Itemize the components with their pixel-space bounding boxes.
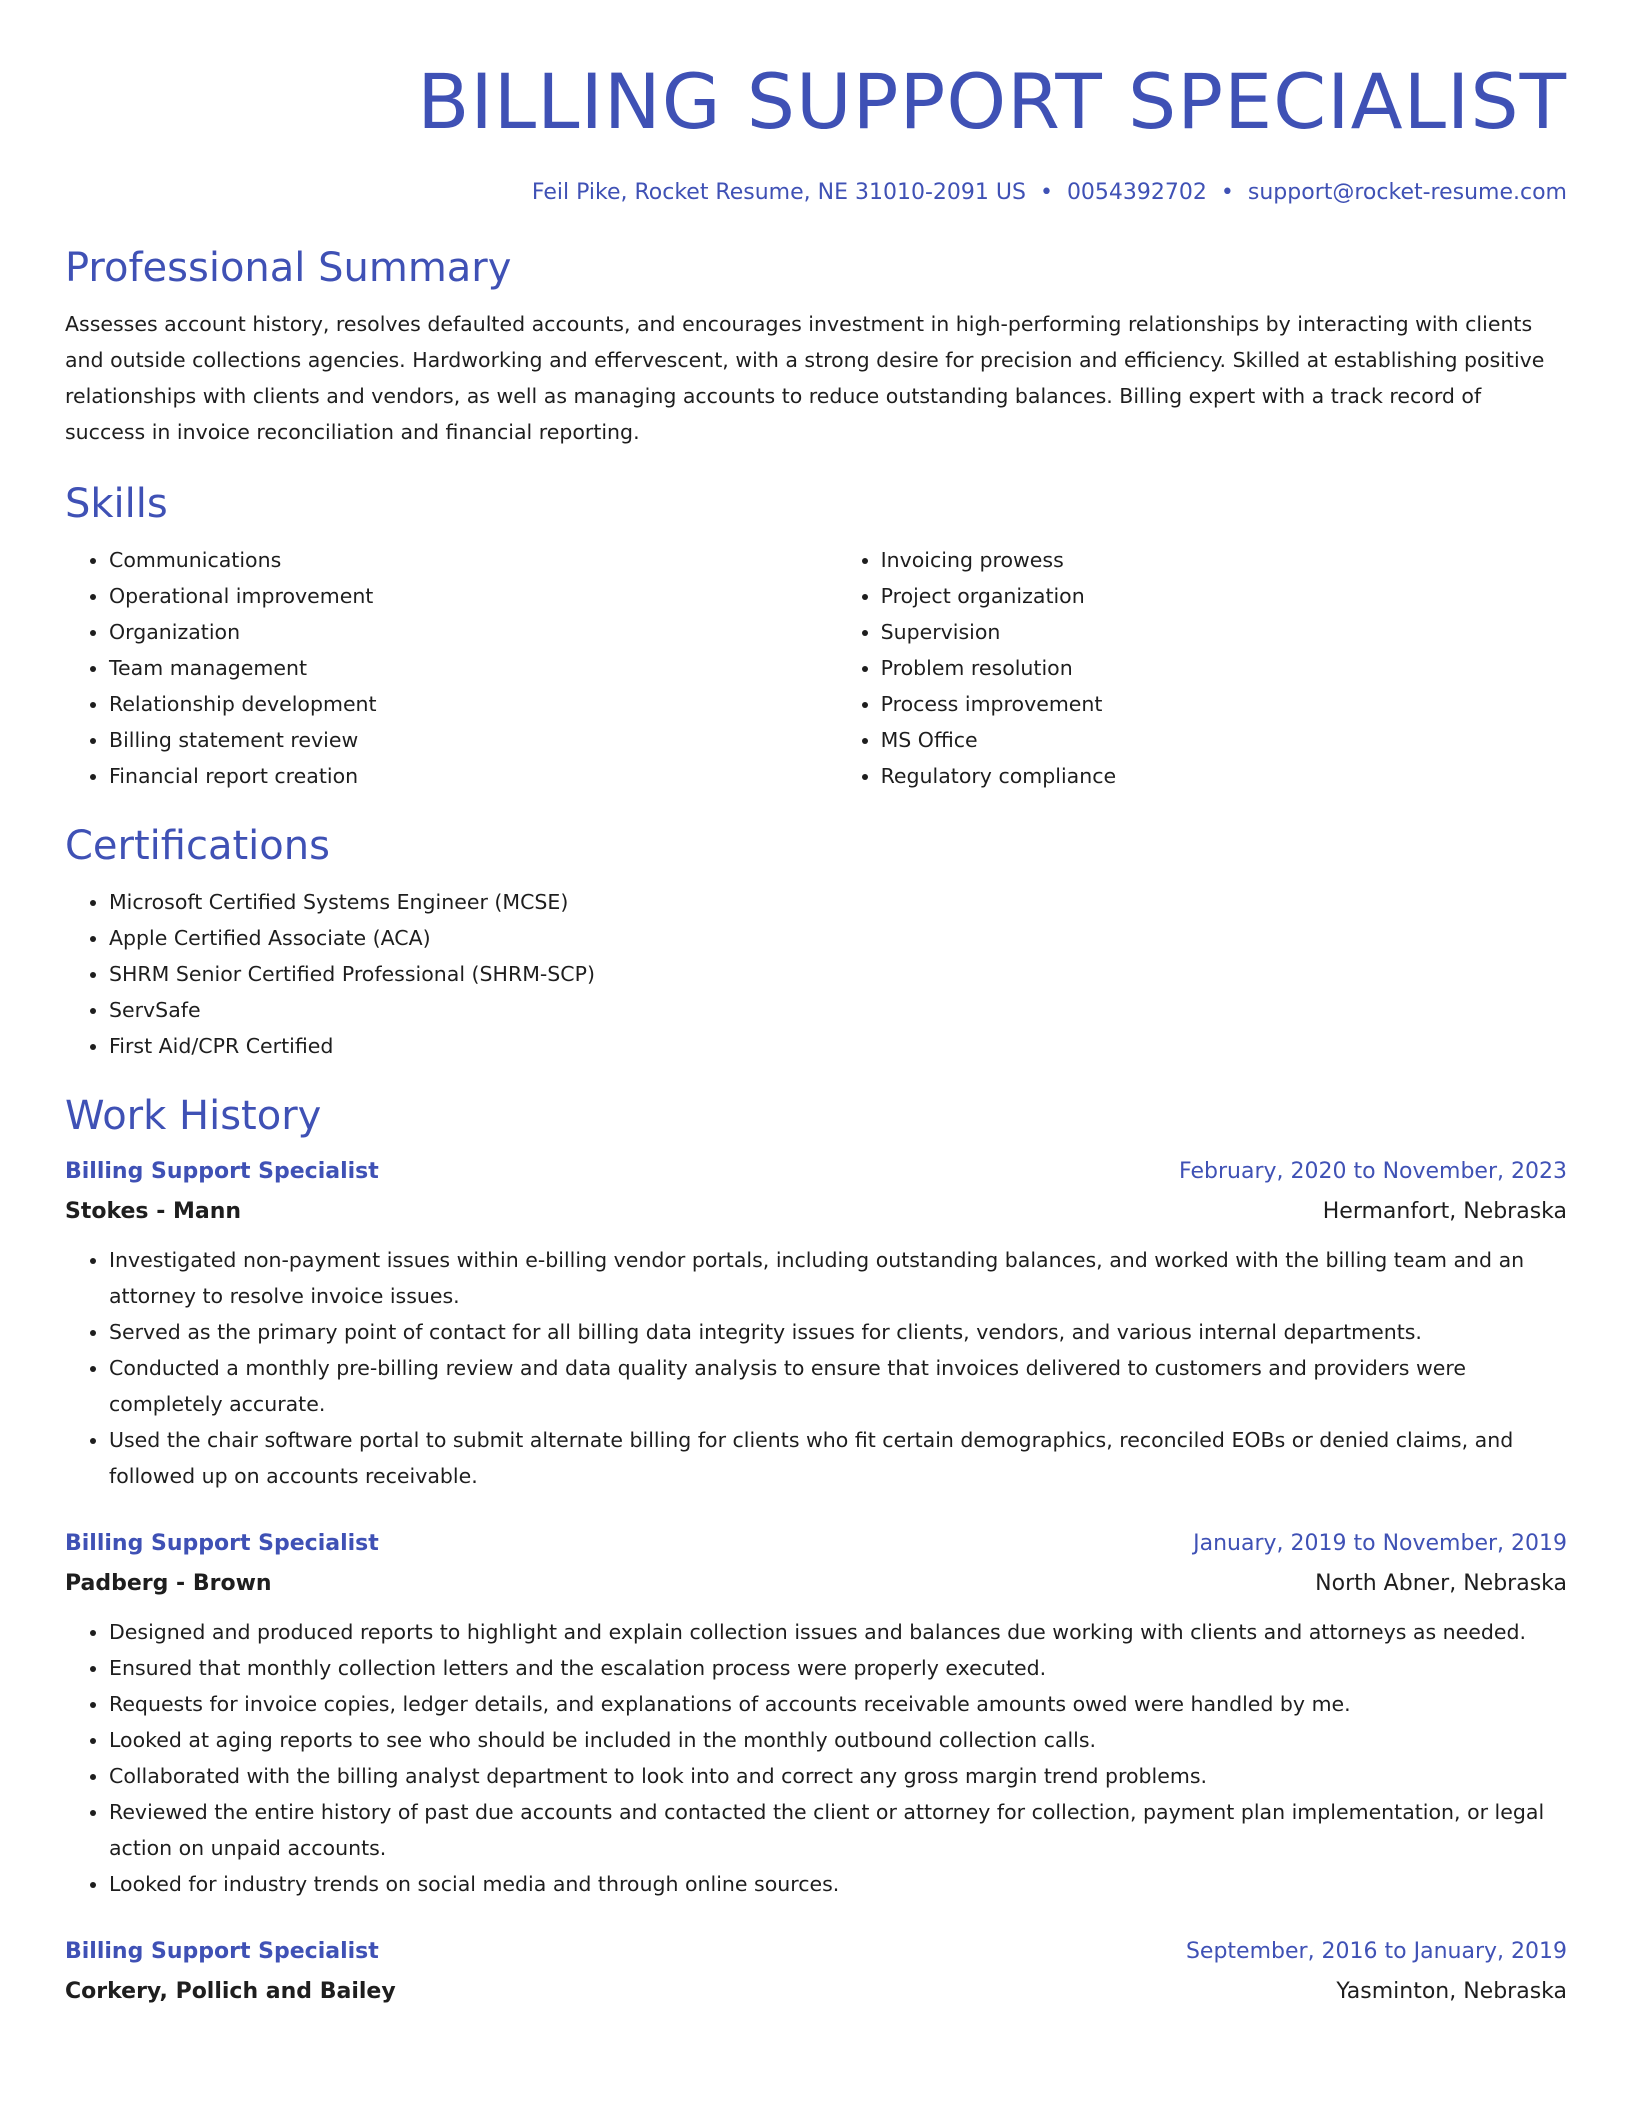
contact-email[interactable]: support@rocket-resume.com — [1247, 180, 1567, 205]
job-bullets — [65, 1614, 1567, 1902]
job-bullet: • Served as the primary point of contact for all billing data integrity issues for clients, vendors, and various internal departments. — [109, 1314, 1567, 1350]
skills-heading: Skills — [65, 481, 168, 527]
job-bullet: • Ensured that monthly collection letters and the escalation process were properly executed. — [109, 1650, 1567, 1686]
skills-list-right — [837, 542, 1567, 794]
job-company: Corkery, Pollich and Bailey — [65, 1979, 396, 2004]
job-location: North Abner, Nebraska — [1315, 1571, 1567, 1596]
job-company: Stokes - Mann — [65, 1199, 242, 1224]
job-entry — [65, 1524, 1567, 1902]
job-bullet: • Looked at aging reports to see who should be included in the monthly outbound collection calls. — [109, 1722, 1567, 1758]
certification-item: • SHRM Senior Certified Professional (SHRM-SCP) — [109, 956, 1567, 992]
skill-item: • MS Office — [881, 722, 1567, 758]
work-history-section — [65, 1088, 1567, 2012]
certification-item: • Apple Certified Associate (ACA) — [109, 920, 1567, 956]
skill-item: • Financial report creation — [109, 758, 837, 794]
job-company-row — [65, 1564, 1567, 1604]
job-location: Hermanfort, Nebraska — [1322, 1199, 1567, 1224]
job-entry — [65, 1152, 1567, 1494]
job-dates: February, 2020 to November, 2023 — [1179, 1159, 1567, 1184]
skill-item: • Invoicing prowess — [881, 542, 1567, 578]
skill-item: • Supervision — [881, 614, 1567, 650]
job-bullet: • Collaborated with the billing analyst department to look into and correct any gross margin trend problems. — [109, 1758, 1567, 1794]
job-company-row — [65, 1192, 1567, 1232]
skill-item: • Operational improvement — [109, 578, 837, 614]
skill-item: • Project organization — [881, 578, 1567, 614]
job-location: Yasminton, Nebraska — [1336, 1979, 1567, 2004]
job-dates: January, 2019 to November, 2019 — [1193, 1531, 1567, 1556]
job-dates: September, 2016 to January, 2019 — [1185, 1939, 1567, 1964]
skill-item: • Billing statement review — [109, 722, 837, 758]
contact-address: Feil Pike, Rocket Resume, NE 31010-2091 US — [531, 180, 1026, 205]
skill-item: • Process improvement — [881, 686, 1567, 722]
summary-section — [65, 240, 1567, 450]
contact-separator: • — [1039, 180, 1053, 205]
skill-item: • Relationship development — [109, 686, 837, 722]
job-title: Billing Support Specialist — [65, 1159, 379, 1184]
job-title: Billing Support Specialist — [65, 1939, 379, 1964]
job-bullet: • Investigated non-payment issues within e-billing vendor portals, including outstanding balances, and worked with the billing team and an attorney to resolve invoice issues. — [109, 1242, 1567, 1314]
certification-item: • Microsoft Certified Systems Engineer (MCSE) — [109, 884, 1567, 920]
job-header-row — [65, 1152, 1567, 1192]
skill-item: • Organization — [109, 614, 837, 650]
work-history-heading: Work History — [65, 1093, 322, 1139]
certifications-list — [65, 884, 1567, 1064]
job-bullet: • Reviewed the entire history of past due accounts and contacted the client or attorney for collection, payment plan implementation, or legal action on unpaid accounts. — [109, 1794, 1567, 1866]
job-title: Billing Support Specialist — [65, 1531, 379, 1556]
skill-item: • Problem resolution — [881, 650, 1567, 686]
skills-section — [65, 476, 1567, 794]
summary-heading: Professional Summary — [65, 245, 512, 291]
certification-item: • ServSafe — [109, 992, 1567, 1028]
job-company-row — [65, 1972, 1567, 2012]
skills-list-left — [65, 542, 837, 794]
skill-item: • Team management — [109, 650, 837, 686]
job-company: Padberg - Brown — [65, 1571, 272, 1596]
job-bullets — [65, 1242, 1567, 1494]
job-entry — [65, 1932, 1567, 2012]
job-bullet: • Looked for industry trends on social media and through online sources. — [109, 1866, 1567, 1902]
job-bullet: • Conducted a monthly pre-billing review and data quality analysis to ensure that invoices delivered to customers and providers were completely accurate. — [109, 1350, 1567, 1422]
certification-item: • First Aid/CPR Certified — [109, 1028, 1567, 1064]
job-header-row — [65, 1932, 1567, 1972]
skills-columns — [65, 532, 1567, 794]
certifications-section — [65, 818, 1567, 1064]
certifications-heading: Certifications — [65, 823, 330, 869]
job-bullet: • Requests for invoice copies, ledger details, and explanations of accounts receivable amounts owed were handled by me. — [109, 1686, 1567, 1722]
job-header-row — [65, 1524, 1567, 1564]
contact-line — [65, 178, 1567, 208]
contact-phone: 0054392702 — [1066, 180, 1207, 205]
job-bullet: • Used the chair software portal to submit alternate billing for clients who fit certain demographics, reconciled EOBs or denied claims, and followed up on accounts receivable. — [109, 1422, 1567, 1494]
skill-item: • Regulatory compliance — [881, 758, 1567, 794]
skill-item: • Communications — [109, 542, 837, 578]
summary-text: Assesses account history, resolves defaulted accounts, and encourages investment in high-performing relationships by interacting with clients and outside collections agencies. Hardworking and effervescent, with a strong desire for precision and efficiency. Skilled at establishing positive relationships with clients and vendors, as well as managing accounts to reduce outstanding balances. Billing expert with a track record of success in invoice reconciliation and financial reporting. — [65, 312, 1545, 444]
candidate-name: BILLING SUPPORT SPECIALIST — [417, 57, 1567, 146]
job-bullet: • Designed and produced reports to highlight and explain collection issues and balances due working with clients and attorneys as needed. — [109, 1614, 1567, 1650]
contact-separator: • — [1220, 180, 1234, 205]
